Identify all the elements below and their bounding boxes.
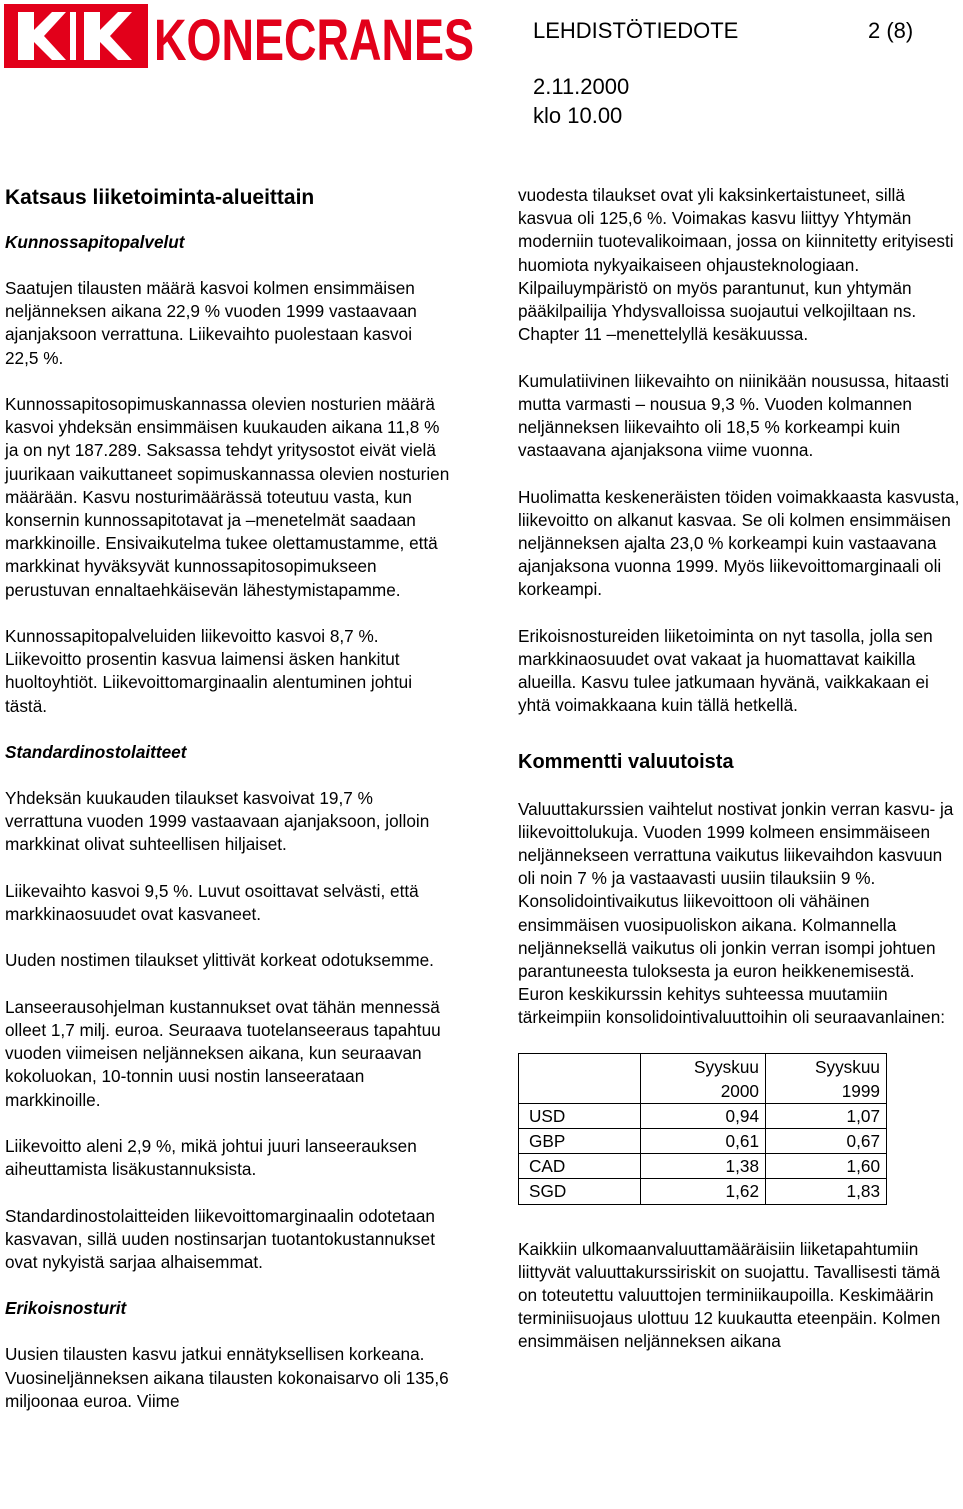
paragraph: Erikoisnostureiden liiketoiminta on nyt tasolla, jolla sen markkinaosuudet ovat vakaat ja huomattavat kaikilla alueilla. Kasvu tulee jatkumaan hyvänä, vaikkakaan ei yhtä voimakkaana kuin tällä hetkellä. xyxy=(518,625,933,716)
paragraph: Standardinostolaitteiden liikevoittomarginaalin odotetaan kasvavan, sillä uuden nostinsarjan tuotantokustannukset ovat nykyistä sarjaa alhaisemmat. xyxy=(5,1205,435,1272)
paragraph: Yhdeksän kuukauden tilaukset kasvoivat 19,7 % verrattuna vuoden 1999 vastaavaan ajanjaksoon, jolloin markkinat olivat suhteellisen hiljaiset. xyxy=(5,788,430,855)
table-header-cell xyxy=(641,1053,766,1103)
rate-2000: 1,62 xyxy=(641,1179,766,1204)
release-time: klo 10.00 xyxy=(533,103,623,128)
paragraph: Lanseerausohjelman kustannukset ovat tähän mennessä olleet 1,7 milj. euroa. Seuraava tuotelanseeraus tapahtuu vuoden viimeisen neljänneksen aikana, kun seuraavan kokoluokan, 10-tonnin uusi nostin lanseerataan markkinoille. xyxy=(5,996,441,1110)
section-heading-special-cranes: Erikoisnosturit xyxy=(5,1298,127,1319)
paragraph: Uusien tilausten kasvu jatkui ennätyksellisen korkeana. Vuosineljänneksen aikana tilausten kokonaisarvo oli 135,6 miljoonaa euroa. Viime xyxy=(5,1344,449,1411)
table-row xyxy=(519,1129,887,1154)
table-row xyxy=(519,1179,887,1204)
rate-1999: 1,07 xyxy=(766,1103,887,1128)
currency-code: GBP xyxy=(519,1129,641,1154)
rate-2000: 0,61 xyxy=(641,1129,766,1154)
paragraph: Saatujen tilausten määrä kasvoi kolmen ensimmäisen neljänneksen aikana 22,9 % vuoden 1999 vastaavaan ajanjaksoon verrattuna. Liikevaihto puolestaan kasvoi 22,5 %. xyxy=(5,278,417,368)
section-heading-maintenance: Kunnossapitopalvelut xyxy=(5,232,185,252)
logo-graphic xyxy=(4,4,476,73)
paragraph: Kunnossapitosopimuskannassa olevien nosturien määrä kasvoi yhdeksän ensimmäisen kuukauden aikana 11,8 % ja on nyt 187.289. Saksassa tehdyt yritysostot eivät vielä juurikaan vaikuttaneet sopimuskannassa olevien nosturien määrään. Kasvu nosturimäärässä toteutuu vasta, kun konsernin kunnossapitotavat ja –menetelmät saadaan markkinoille. Ensivaikutelma tukee olettamustamme, että markkinat hyväksyvät kunnossapitosopimukseen perustuvan ennaltaehkäisevän lähestymistapamme. xyxy=(5,394,450,600)
table-row xyxy=(519,1154,887,1179)
page-title: Katsaus liiketoiminta-alueittain xyxy=(5,186,315,209)
header-year: 1999 xyxy=(841,1080,880,1101)
paragraph: Kaikkiin ulkomaanvaluuttamääräisiin liiketapahtumiin liittyvät valuuttakurssiriskit on suojattu. Tavallisesti tämä on toteutettu valuuttojen terminiikaupoilla. Keskimäärin terminiisuojaus ulottuu 12 kuukautta eteenpäin. Kolmen ensimmäisen neljänneksen aikana xyxy=(518,1238,941,1352)
table-row xyxy=(519,1103,887,1128)
rate-1999: 1,83 xyxy=(766,1179,887,1204)
rate-1999: 1,60 xyxy=(766,1154,887,1179)
left-column xyxy=(5,184,450,1413)
header-month: Syyskuu xyxy=(815,1056,880,1077)
logo-wordmark: KONECRANES xyxy=(154,8,474,73)
paragraph: Liikevaihto kasvoi 9,5 %. Luvut osoittavat selvästi, että markkinaosuudet ovat kasvaneet. xyxy=(5,880,419,925)
currency-code: SGD xyxy=(519,1179,641,1204)
page-number: 2 (8) xyxy=(868,18,914,43)
rate-2000: 1,38 xyxy=(641,1154,766,1179)
paragraph: Valuuttakurssien vaihtelut nostivat jonkin verran kasvu- ja liikevoittolukuja. Vuoden 1999 kolmeen ensimmäiseen neljännekseen verrattuna vaikutus liikevaihdon kasvuun oli noin 7 % ja vastaavasti uusiin tilauksiin 9 %. Konsolidointivaikutus liikevoittoon oli vähäinen ensimmäisen vuosipuoliskon aikana. Kolmannella neljänneksellä vaikutus oli jonkin verran isompi johtuen parantuneesta tuloksesta ja euron heikkenemisestä. Euron keskikurssin kehitys suhteessa muutamiin tärkeimpiin konsolidointivaluuttoihin oli seuraavanlainen: xyxy=(518,798,954,1028)
currency-code: CAD xyxy=(519,1154,641,1179)
release-date: 2.11.2000 xyxy=(533,74,630,99)
document-type: LEHDISTÖTIEDOTE xyxy=(533,18,739,43)
rate-2000: 0,94 xyxy=(641,1103,766,1128)
release-date-block xyxy=(533,72,629,130)
paragraph: Kunnossapitopalveluiden liikevoitto kasvoi 8,7 %. Liikevoitto prosentin kasvua laimensi äsken hankitut huoltoyhtiöt. Liikevoittomarginaalin alentuminen johtui tästä. xyxy=(5,626,413,716)
section-heading-currencies: Kommentti valuutoista xyxy=(518,750,734,773)
konecranes-logo xyxy=(4,4,476,73)
paragraph: vuodesta tilaukset ovat yli kaksinkertaistuneet, sillä kasvua oli 125,6 %. Voimakas kasvu liittyy Yhtymän moderniin tuotevalikoimaan, jossa on kiinnitetty erityisesti huomiota nykyaikaiseen ohjausteknologiaan. Kilpailuympäristö on myös parantunut, kun yhtymän pääkilpailija Yhdysvalloissa suojautui velkojiltaan ns. Chapter 11 –menettelyllä kesäkuussa. xyxy=(518,185,954,345)
table-header-cell xyxy=(766,1053,887,1103)
section-heading-standard-lifting: Standardinostolaitteet xyxy=(5,742,187,763)
table-header-row xyxy=(519,1053,887,1103)
paragraph: Liikevoitto aleni 2,9 %, mikä johtui juuri lanseerauksen aiheuttamista lisäkustannuksista. xyxy=(5,1136,417,1180)
rate-1999: 0,67 xyxy=(766,1129,887,1154)
paragraph: Huolimatta keskeneräisten töiden voimakkaasta kasvusta, liikevoitto on alkanut kasvaa. Se oli kolmen ensimmäisen neljänneksen ajalta 23,0 % korkeampi kuin vastaavana ajanjaksona vuonna 1999. Myös liikevoittomarginaali oli korkeampi. xyxy=(518,486,960,600)
currency-table xyxy=(518,1053,887,1205)
header-year: 2000 xyxy=(720,1080,759,1101)
right-column xyxy=(518,184,963,1354)
header-month: Syyskuu xyxy=(694,1056,759,1077)
paragraph: Uuden nostimen tilaukset ylittivät korkeat odotuksemme. xyxy=(5,950,434,971)
currency-code: USD xyxy=(519,1103,641,1128)
table-header-cell xyxy=(519,1053,641,1103)
paragraph: Kumulatiivinen liikevaihto on niinikään nousussa, hitaasti mutta varmasti – nousua 9,3 %. Vuoden kolmannen neljänneksen liikevaihto oli 18,5 % korkeampi kuin vastaavana ajanjaksona viime vuonna. xyxy=(518,370,949,461)
